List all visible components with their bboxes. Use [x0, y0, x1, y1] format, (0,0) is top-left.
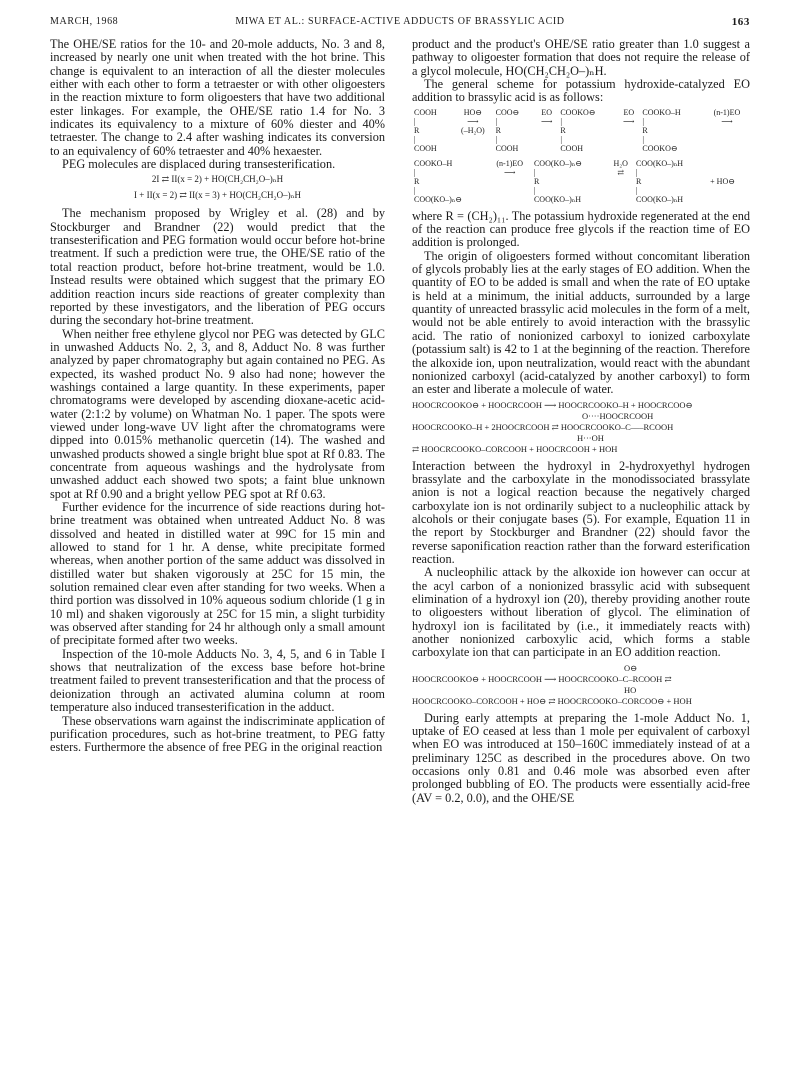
paragraph: The general scheme for potassium hydroxide-catalyzed EO addition to brassylic acid is as follows: — [412, 77, 750, 105]
equation: HOOCRCOOKO⊖ + HOOCRCOOH ⟶ HOOCRCOOKO–H + HOOCRCOO⊖ — [412, 399, 693, 410]
paragraph: The origin of oligoesters formed without concomitant liberation of glycols probably lies at the early stages of EO addition. When the quantity of EO to be added is small and when the rate of EO uptake is held at a minimum, the initial adducts, surrounded by a large quantity of unreacted brassylic acid molecules in the form of a melt, would not be able entirely to avoid interaction with the brassylic acid. The ratio of nonionized carboxyl to ionized carboxylate (potassium salt) is 42 to 1 at the beginning of the reaction. Therefore the alkoxide ion, upon neutralization, would react with the abundant nonionized carboxyl (acid-catalyzed by another carboxyl) to form an ester and liberate a molecule of water. — [412, 248, 750, 397]
running-header — [50, 16, 750, 30]
equation: 2I ⇄ II(x = 2) + HO(CH₂CH₂O–)ₙH — [151, 174, 284, 185]
paragraph: The OHE/SE ratios for the 10- and 20-mole adducts, No. 3 and 8, increased by nearly one unit when treated with the hot brine. This change is equivalent to an interaction of all the diester molecules either with each other to form a tetraester or with other oligoesters in the reaction mixture to form oligoesters that have two additional ester linkages. For example, the OHE/SE ratio 1.4 for No. 3 indicates its equivalency to a mixture of 60% diester and 40% tetraester. The change to 2.4 after washing indicates its conversion to an equivalency of 60% tetraester and 40% hexaester. — [50, 37, 385, 158]
equation-fragment: H···OH — [577, 432, 604, 443]
paragraph: Interaction between the hydroxyl in 2-hydroxyethyl hydrogen brassylate and the carboxylate in the monodissociated brassylate anion is not a logical reaction because the negatively charged carboxylate ion is not ordinarily subject to a nucleophilic attack by alcohols or their conjugate bases (5). For example, Equation 11 in the report by Stockburger and Brandner (22) should favor the reverse saponification reaction rather than the forward esterification reaction. — [412, 458, 750, 566]
equation: ⇄ HOOCRCOOKO–CORCOOH + HOOCRCOOH + HOH — [412, 443, 618, 454]
paragraph: PEG molecules are displaced during transesterification. — [62, 157, 336, 172]
right-column — [412, 38, 750, 805]
paragraph: where R = (CH₂)₁₁. The potassium hydroxide regenerated at the end of the reaction can produce free glycols if the reaction time of EO addition is prolonged. — [412, 208, 750, 250]
reaction-arrow: (n-1)EO ⟶ — [496, 158, 524, 177]
reaction-arrow: EO ⟶ — [623, 107, 635, 126]
equation: I + II(x = 2) ⇄ II(x = 3) + HO(CH₂CH₂O–)ₙH — [134, 190, 301, 201]
equation-block — [50, 174, 385, 201]
paragraph: The mechanism proposed by Wrigley et al. (28) and by Stockburger and Brandner (22) would predict that the transesterification and PEG formation would occur before hot-brine treatment. If such a prediction were true, the OHE/SE ratio of the total reaction product, before hot-brine treatment, would be 1.0. Instead results were obtained which suggest that the primary EO addition reaction incurs side reactions of greater complexity than reported by these investigators, and the liberation of PEG occurs during the secondary hot-brine treatment. — [50, 206, 385, 328]
species: COO⊖ | R | COOH — [495, 107, 520, 153]
equation-fragment: O⊖ — [624, 662, 638, 673]
reaction-arrow: HO⊖ ⟶ (–H₂O) — [461, 107, 485, 135]
paragraph: Further evidence for the incurrence of side reactions during hot-brine treatment was obtained when untreated Adduct No. 8 was dissolved and heated in distilled water at 99C for 15 min and allowed to stand for 1 hr. A dense, white precipitate formed whereas, when another portion of the same adduct was dissolved in distilled water but shaken vigorously at 25C for 15 min, the solution remained clear even after standing for two weeks. When a third portion was dissolved in 10% aqueous sodium chloride (1 g in 10 ml) and shaken vigorously at 25C for 15 min, a slight turbidity was observed after standing for 24 hr although only a small amount of precipitate formed after two weeks. — [50, 500, 385, 648]
journal-date: MARCH, 1968 — [50, 16, 119, 27]
paragraph: product and the product's OHE/SE ratio greater than 1.0 suggest a pathway to oligoester formation that does not require the release of a glycol molecule, HO(CH₂CH₂O–)ₙH. — [412, 37, 750, 78]
equation: HOOCRCOOKO⊖ + HOOCRCOOH ⟶ HOOCRCOOKO–C–RCOOH ⇄ — [412, 673, 672, 684]
species: COO(KO–)ₙ⊖ | R | COO(KO–)ₙH — [533, 158, 582, 204]
running-title: MIWA ET AL.: SURFACE-ACTIVE ADDUCTS OF BRASSYLIC ACID — [235, 16, 565, 27]
paragraph: During early attempts at preparing the 1-mole Adduct No. 1, uptake of EO ceased at less than 1 mole per equivalent of carboxyl when EO was introduced at 150–160C immediately instead of at a preliminary 125C as described in the procedures above. On two occasions only 0.81 and 0.46 mole was absorbed even after prolonged bubbling of EO. The products were essentially acid-free (AV = 0.2, 0.0), and the OHE/SE — [412, 710, 750, 805]
page-number: 163 — [731, 16, 750, 28]
reaction-scheme-row-1 — [412, 108, 750, 153]
paragraph: These observations warn against the indiscriminate application of purification procedures, such as hot-brine treatment, to PEG fatty esters. Furthermore the absence of free PEG in the original reaction — [50, 713, 385, 755]
reaction-scheme-row-2 — [412, 159, 750, 204]
species: COOKO–H | R | COO(KO–)ₙ⊖ — [414, 158, 462, 204]
paragraph: Inspection of the 10-mole Adducts No. 3, 4, 5, and 6 in Table I shows that neutralization of the excess base before hot-brine treatment failed to prevent transesterification and that the process of deionization through an activated alumina column at room temperature also induced transesterification in the adduct. — [50, 646, 385, 715]
reaction-arrow: H₂O ⇄ — [613, 158, 628, 177]
equation-fragment: O····HOOCRCOOH — [582, 410, 654, 421]
species-tail: + HO⊖ — [710, 176, 735, 186]
paragraph: A nucleophilic attack by the alkoxide ion however can occur at the acyl carbon of a nonionized brassylic acid with subsequent elimination of a hydroxyl ion (20), thereby providing another route to oligoesters without liberation of glycol. The elimination of hydroxyl ion is facilitated by (i.e., it immediately reacts with) another nonionized carboxylic acid, which forms a stable carboxylate ion that can participate in an EO addition reaction. — [412, 565, 750, 660]
left-column — [50, 38, 385, 755]
species: COOKO–H | R | COOKO⊖ — [642, 107, 681, 153]
species: COOH | R | COOH — [414, 107, 437, 153]
reaction-arrow: (n-1)EO ⟶ — [713, 107, 741, 126]
paragraph: When neither free ethylene glycol nor PEG was detected by GLC in unwashed Adducts No. 2, 3, and 8, Adduct No. 8 was further analyzed by paper chromatography but again contained no PEG. As expected, its washed product No. 9 also had none; however the washings contained a large quantity. In these experiments, paper chromatograms were developed by ascending dioxane-acetic acid-water (2:1:2 by volume) on Whatman No. 1 paper. The spots were viewed under long-wave UV light after the chromatograms were dipped into 0.015% methanolic quercetin (14). The washed and unwashed products showed a single bright blue spot at Rf 0.83. The concentrate from aqueous washings and the hydrolysate from unwashed adduct each showed two spots; a faint blue unknown spot at Rf 0.90 and a bright yellow PEG spot at Rf 0.63. — [50, 326, 385, 501]
species: COO(KO–)ₙH | R | COO(KO–)ₙH — [636, 158, 684, 204]
equation: HOOCRCOOKO–CORCOOH + HO⊖ ⇄ HOOCRCOOKO–CORCOO⊖ + HOH — [412, 695, 692, 706]
equation-fragment: HO — [624, 684, 637, 695]
mechanism-block-2 — [412, 663, 750, 707]
equation: HOOCRCOOKO–H + 2HOOCRCOOH ⇄ HOOCRCOOKO–C–––RCOOH — [412, 421, 674, 432]
species: COOKO⊖ | R | COOH — [560, 107, 596, 153]
mechanism-block-1 — [412, 400, 750, 455]
reaction-arrow: EO ⟶ — [540, 107, 553, 126]
